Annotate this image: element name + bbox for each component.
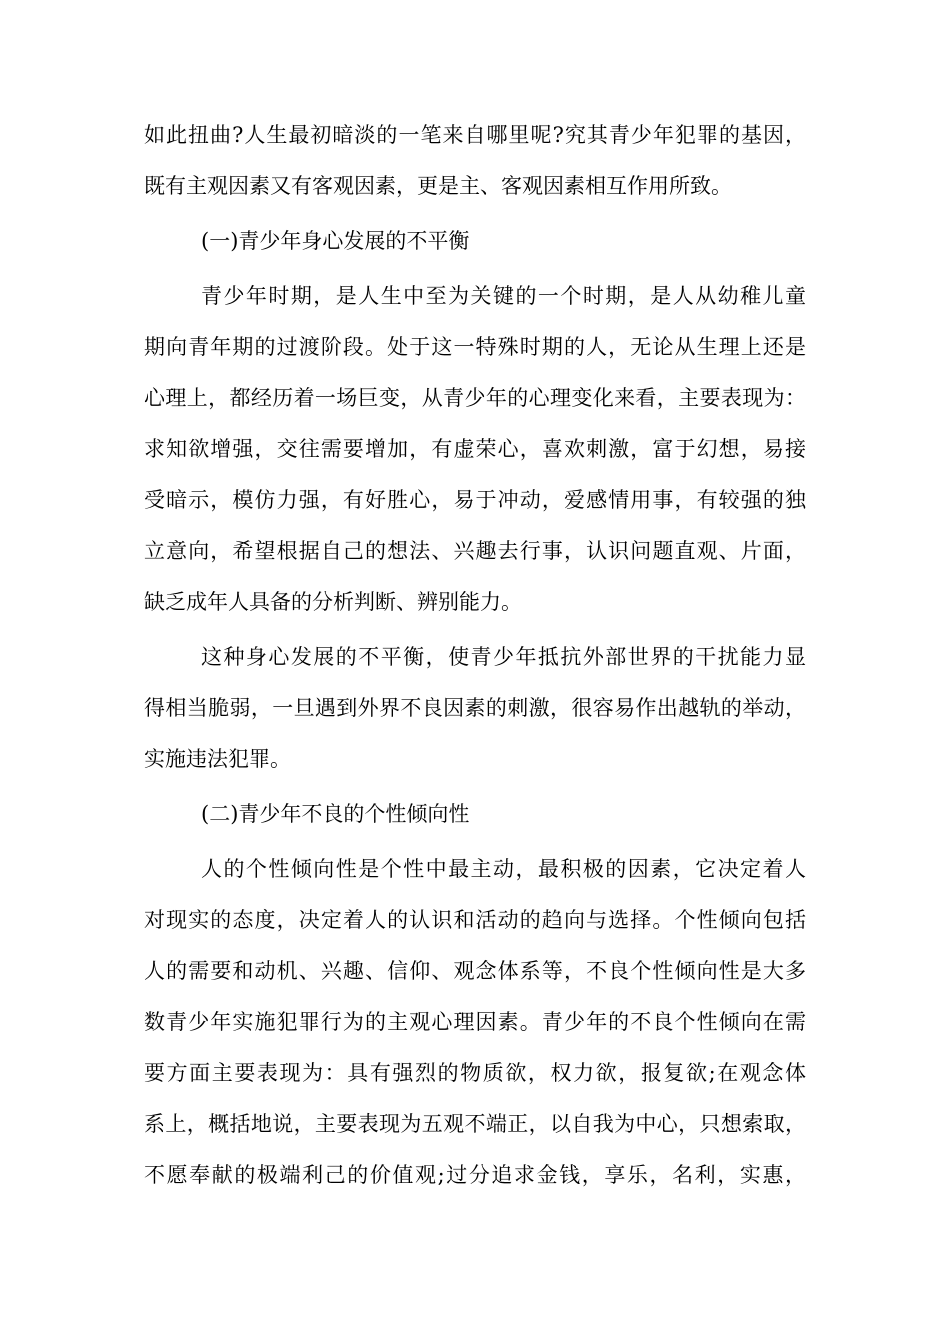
text-line: 受暗示，模仿力强，有好胜心，易于冲动，爱感情用事，有较强的独 <box>144 488 806 512</box>
text-line: 期向青年期的过渡阶段。处于这一特殊时期的人，无论从生理上还是 <box>144 335 806 359</box>
text-line: 要方面主要表现为：具有强烈的物质欲，权力欲，报复欲;在观念体 <box>144 1061 806 1085</box>
section-heading-1 <box>144 216 806 267</box>
paragraph-imbalance <box>144 632 806 785</box>
heading-text: (一)青少年身心发展的不平衡 <box>201 229 470 253</box>
text-line: 青少年时期，是人生中至为关键的一个时期，是人从幼稚儿童 <box>201 284 806 308</box>
text-line: 对现实的态度，决定着人的认识和活动的趋向与选择。个性倾向包括 <box>144 908 806 932</box>
text-line: 立意向，希望根据自己的想法、兴趣去行事，认识问题直观、片面， <box>144 539 806 563</box>
heading-text: (二)青少年不良的个性倾向性 <box>201 802 470 826</box>
text-line: 系上，概括地说，主要表现为五观不端正，以自我为中心，只想索取， <box>144 1112 806 1136</box>
text-line: 心理上，都经历着一场巨变，从青少年的心理变化来看，主要表现为： <box>144 386 806 410</box>
document-page <box>144 110 806 1205</box>
text-line: 这种身心发展的不平衡，使青少年抵抗外部世界的干扰能力显 <box>201 645 806 669</box>
text-line: 如此扭曲?人生最初暗淡的一笔来自哪里呢?究其青少年犯罪的基因， <box>144 123 806 147</box>
text-line: 实施违法犯罪。 <box>144 747 291 771</box>
text-line: 数青少年实施犯罪行为的主观心理因素。青少年的不良个性倾向在需 <box>144 1010 806 1034</box>
text-line: 求知欲增强，交往需要增加，有虚荣心，喜欢刺激，富于幻想，易接 <box>144 437 806 461</box>
text-line: 既有主观因素又有客观因素，更是主、客观因素相互作用所致。 <box>144 174 732 198</box>
text-line: 人的个性倾向性是个性中最主动，最积极的因素，它决定着人 <box>201 857 806 881</box>
paragraph-adolescence <box>144 271 806 628</box>
text-line: 人的需要和动机、兴趣、信仰、观念体系等，不良个性倾向性是大多 <box>144 959 806 983</box>
paragraph-continued <box>144 110 806 212</box>
section-heading-2 <box>144 789 806 840</box>
text-line: 不愿奉献的极端利己的价值观;过分追求金钱，享乐，名利，实惠， <box>144 1163 806 1187</box>
paragraph-personality <box>144 844 806 1201</box>
text-line: 缺乏成年人具备的分析判断、辨别能力。 <box>144 590 522 614</box>
text-line: 得相当脆弱，一旦遇到外界不良因素的刺激，很容易作出越轨的举动， <box>144 696 806 720</box>
